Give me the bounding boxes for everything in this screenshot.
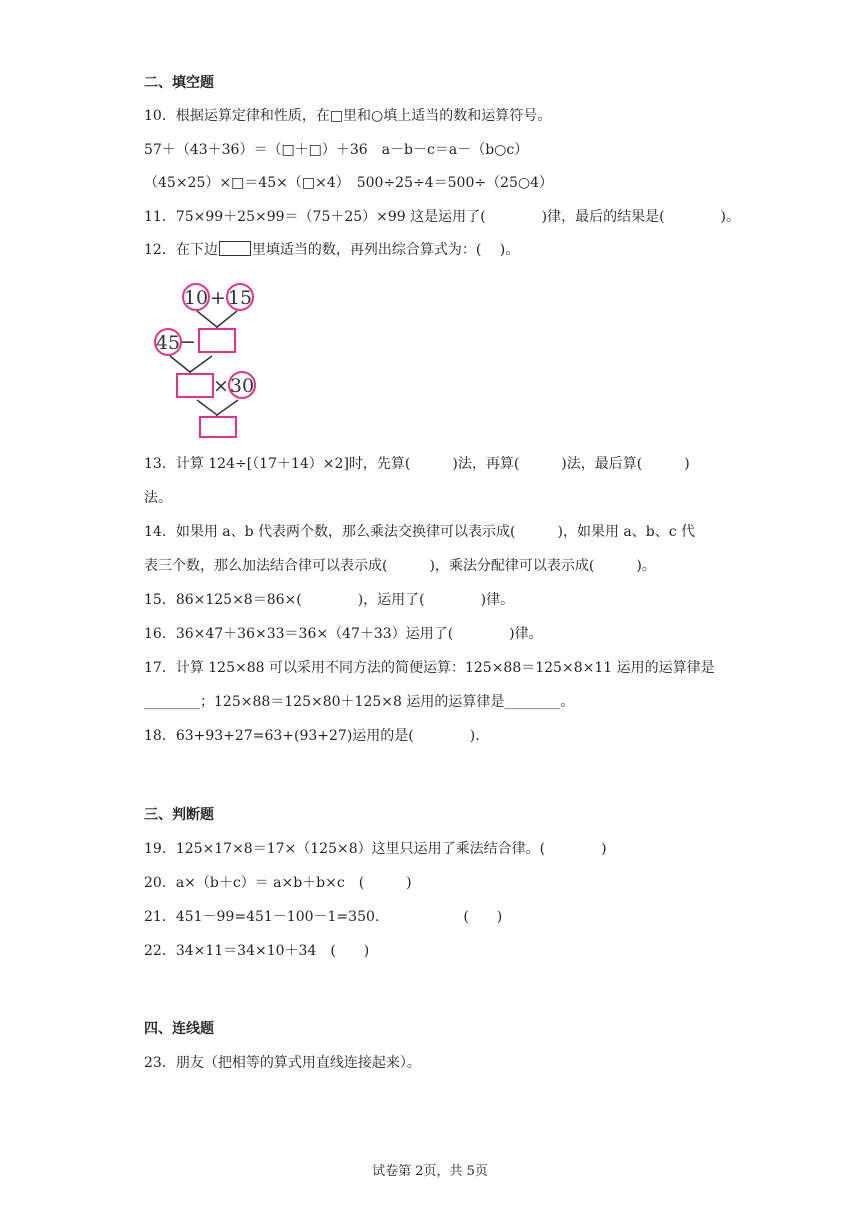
page-footer: 试卷第 2页，共 5页 (372, 1164, 488, 1179)
answer-box-2[interactable] (177, 374, 213, 397)
answer-box-3[interactable] (200, 417, 236, 437)
question-11: 11．75×99＋25×99＝（75＋25）×99 这是运用了( )律，最后的结果是( )。 (144, 209, 741, 225)
question-10-stem: 10．根据运算定律和性质，在□里和○填上适当的数和运算符号。 (144, 108, 552, 124)
question-10-line-2: （45×25）×□＝45×（□×4） 500÷25÷4＝500÷（25○4） (144, 175, 554, 191)
answer-box-icon (219, 241, 251, 256)
number-15: 15 (227, 287, 253, 309)
question-15: 15．86×125×8＝86×( )，运用了( )律。 (144, 592, 515, 608)
times-sign: × (213, 375, 229, 397)
question-14-line-2: 表三个数，那么加法结合律可以表示成( )，乘法分配律可以表示成( )。 (144, 558, 656, 574)
question-14-line-1: 14．如果用 a、b 代表两个数，那么乘法交换律可以表示成( )，如果用 a、b、c 代 (144, 524, 695, 540)
question-23: 23．朋友（把相等的算式用直线连接起来）。 (144, 1055, 421, 1071)
question-16: 16．36×47＋36×33＝36×（47＋33）运用了( )律。 (144, 626, 543, 642)
question-22: 22．34×11＝34×10＋34 ( ) (144, 943, 370, 959)
question-13-line-2: 法。 (144, 490, 172, 506)
question-12-before: 12．在下边 (144, 242, 218, 258)
question-12 (144, 240, 519, 260)
plus-sign: + (210, 287, 226, 309)
question-17-line-1: 17．计算 125×88 可以采用不同方法的简便运算：125×88＝125×8×11 运用的运算律是 (144, 660, 715, 676)
answer-box-1[interactable] (199, 329, 235, 352)
question-17-line-2: ________；125×88＝125×80＋125×8 运用的运算律是________。 (144, 694, 575, 710)
number-45: 45 (155, 332, 181, 354)
minus-sign: − (180, 331, 196, 353)
branch-line-3 (197, 400, 238, 415)
section-connect-title: 四、连线题 (144, 1021, 214, 1037)
branch-line-1 (197, 311, 237, 327)
calculation-tree-diagram (150, 281, 270, 441)
question-18: 18．63+93+27=63+(93+27)运用的是( ). (144, 728, 480, 744)
question-12-after: 里填适当的数，再列出综合算式为：( )。 (251, 242, 520, 258)
section-fill-title: 二、填空题 (144, 75, 214, 91)
section-judge-title: 三、判断题 (144, 807, 214, 823)
question-20: 20．a×（b＋c）＝ a×b＋b×c ( ) (144, 875, 412, 891)
branch-line-2 (170, 356, 212, 372)
question-21: 21．451－99=451－100－1=350. ( ) (144, 909, 503, 925)
question-13-line-1: 13．计算 124÷[（17＋14）×2]时，先算( )法，再算( )法，最后算( ) (144, 456, 690, 472)
number-30: 30 (229, 375, 255, 397)
question-19: 19．125×17×8＝17×（125×8）这里只运用了乘法结合律。( ) (144, 841, 607, 857)
number-10: 10 (183, 287, 209, 309)
question-10-line-1: 57＋（43＋36）＝（□＋□）＋36 a－b－c＝a－（b○c） (144, 142, 529, 158)
